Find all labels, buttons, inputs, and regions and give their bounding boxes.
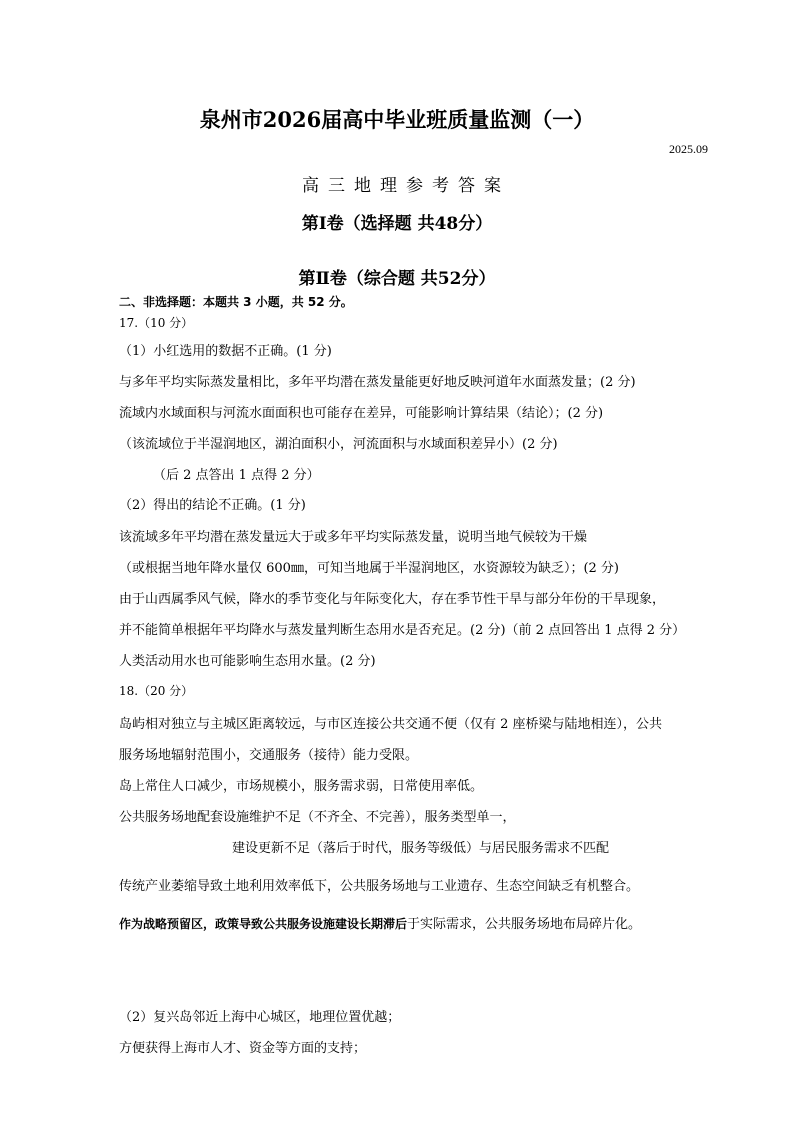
q17-line: （该流域位于半湿润地区，湖泊面积小，河流面积与水域面积差异小）(2 分) [119, 437, 558, 452]
q17-line: （或根据当地年降水量仅 600㎜，可知当地属于半湿润地区，水资源较为缺乏）；(2 分) [119, 561, 619, 576]
q18-line: 岛屿相对独立与主城区距离较远，与市区连接公共交通不便（仅有 2 座桥梁与陆地相连），公共 [119, 717, 663, 732]
q17-line: 与多年平均实际蒸发量相比，多年平均潜在蒸发量能更好地反映河道年水面蒸发量；(2 分) [119, 375, 636, 390]
q18-line: 岛上常住人口减少，市场规模小，服务需求弱，日常使用率低。 [119, 779, 484, 794]
q18-line: （2）复兴岛邻近上海中心城区，地理位置优越； [119, 1010, 401, 1025]
q18-line: 建设更新不足（落后于时代，服务等级低）与居民服务需求不匹配 [232, 841, 610, 856]
q18-line: 公共服务场地配套设施维护不足（不齐全、不完善），服务类型单一， [119, 810, 516, 825]
q17-line: （1）小红选用的数据不正确。(1 分) [119, 344, 332, 359]
section-part2-heading: 第Ⅱ卷（综合题 共52分） [298, 269, 496, 289]
q17-line: 人类活动用水也可能影响生态用水量。(2 分) [119, 654, 376, 669]
q17-line: 并不能简单根据年平均降水与蒸发量判断生态用水是否充足。(2 分)（前 2 点回答出 1 点得 2 分） [119, 623, 686, 638]
q18-heading: 18.（20 分） [119, 684, 194, 698]
section-part1-heading: 第Ⅰ卷（选择题 共48分） [301, 214, 493, 234]
q18-bold-phrase: 作为战略预留区，政策导致公共服务设施建设长期滞后 [119, 917, 408, 931]
page-title: 泉州市2026届高中毕业班质量监测（一） [199, 107, 595, 132]
q18-line: 传统产业萎缩导致土地利用效率低下，公共服务场地与工业遗存、生态空间缺乏有机整合。 [119, 879, 640, 894]
q17-heading: 17.（10 分） [119, 316, 194, 330]
part2-intro: 二、非选择题：本题共 3 小题，共 52 分。 [119, 295, 353, 309]
page-subtitle: 高三地理参考答案 [302, 176, 510, 196]
q18-line-mixed [119, 913, 641, 932]
q17-line: 该流域多年平均潜在蒸发量远大于或多年平均实际蒸发量，说明当地气候较为干燥 [119, 530, 588, 545]
q17-line: （后 2 点答出 1 点得 2 分） [153, 468, 320, 483]
q17-line: 流域内水域面积与河流水面面积也可能存在差异，可能影响计算结果（结论）；(2 分) [119, 406, 604, 421]
q18-line: 方便获得上海市人才、资金等方面的支持； [119, 1041, 367, 1056]
exam-date: 2025.09 [669, 142, 708, 156]
q17-line: （2）得出的结论不正确。(1 分) [119, 498, 306, 513]
q17-line: 由于山西属季风气候，降水的季节变化与年际变化大，存在季节性干旱与部分年份的干旱现象， [119, 592, 666, 607]
q18-line-rest: 于实际需求，公共服务场地布局碎片化。 [407, 917, 642, 932]
q18-line: 服务场地辐射范围小，交通服务（接待）能力受限。 [119, 748, 419, 763]
